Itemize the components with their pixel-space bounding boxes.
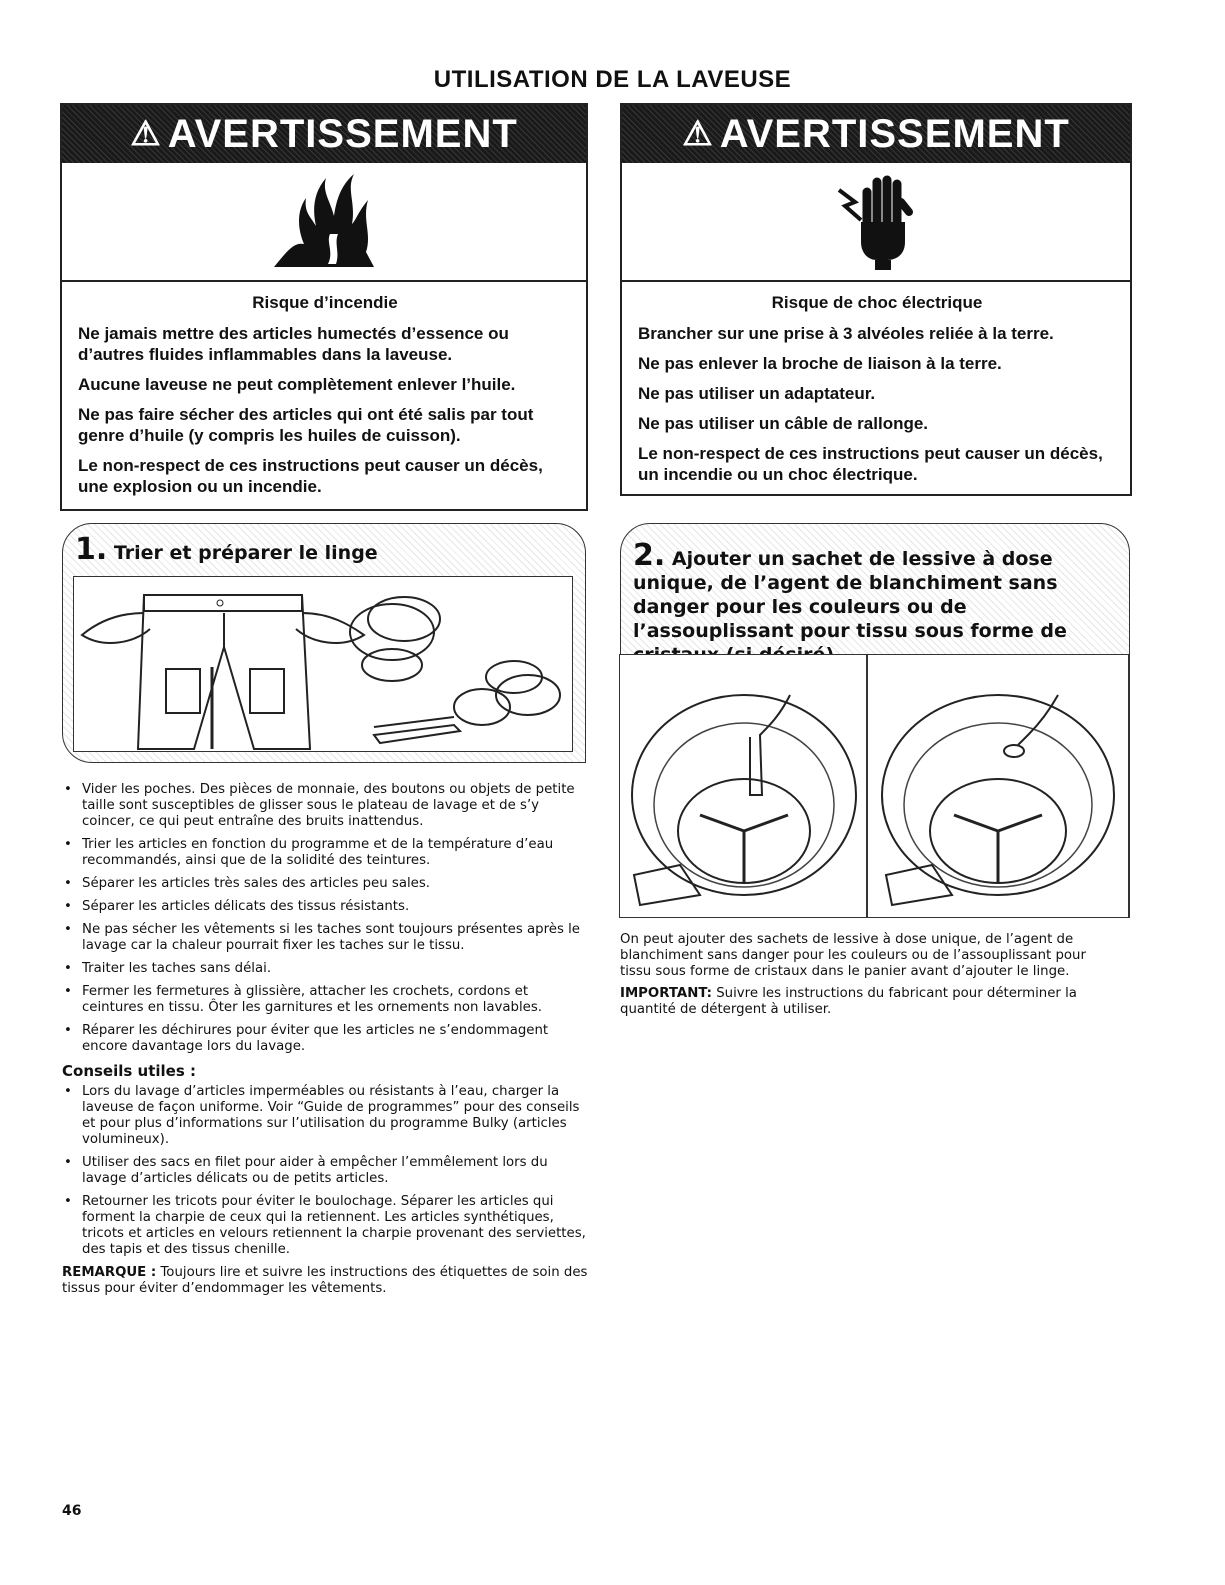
step1-title [75,532,575,567]
shock-icon-area [622,163,1130,282]
list-item: • Séparer les articles très sales des articles peu sales. [62,876,590,892]
step1-illustration [73,576,573,752]
list-item: • Vider les poches. Des pièces de monnaie, des boutons ou objets de petite taille sont susceptibles de glisser sous le plateau de lavage et de s’y coincer, ce qui peut entraîne des bruits inattendus. [62,782,590,830]
list-item: • Réparer les déchirures pour éviter que les articles ne s’endommagent encore davantage lors du lavage. [62,1023,590,1055]
step2-frame [620,523,1130,918]
step2-illustration-right [867,654,1129,918]
page-title: UTILISATION DE LA LAVEUSE [433,66,792,93]
warning-line: Ne pas enlever la broche de liaison à la terre. [638,354,1002,373]
step2-number: 2. [633,538,666,573]
warning-line: Le non-respect de ces instructions peut causer un décès, une explosion ou un incendie. [78,456,543,496]
list-item: • Trier les articles en fonction du programme et de la température d’eau recommandés, ainsi que de la solidité des teintures. [62,837,590,869]
step1-content [62,782,590,1297]
list-item: • Traiter les taches sans délai. [62,961,590,977]
list-item: • Séparer les articles délicats des tissus résistants. [62,899,590,915]
fire-icon-area [62,163,586,282]
warning-line: Le non-respect de ces instructions peut causer un décès, un incendie ou un choc électrique. [638,444,1103,484]
step1-bullet-list [62,782,590,1055]
warning-risk-title: Risque de choc électrique [771,293,983,312]
note-label: REMARQUE : [62,1265,157,1280]
step1-title-text: Trier et préparer le linge [113,542,378,564]
tips-heading: Conseils utiles : [62,1062,196,1080]
tips-list [62,1084,590,1258]
pants-pockets-illustration [74,577,572,751]
electric-shock-icon [831,172,921,272]
fire-warning-box [60,103,588,511]
step2-illustration-left [619,654,867,918]
warning-line: Ne pas utiliser un adaptateur. [638,384,876,403]
list-item: • Ne pas sécher les vêtements si les taches sont toujours présentes après le lavage car la chaleur pourrait fixer les taches sur le tissu. [62,922,590,954]
shock-warning-box [620,103,1132,496]
washer-tub-sachet-illustration [868,655,1128,917]
list-item: • Retourner les tricots pour éviter le boulochage. Séparer les articles qui forment la charpie de ceux qui la retiennent. Les articles synthétiques, tricots et articles en velours retiennent la charpie provenant des serviettes, des tapis et des tissus chenille. [62,1194,590,1258]
note-text: Toujours lire et suivre les instructions des étiquettes de soin des tissus pour éviter d’endommager les vêtements. [62,1265,588,1296]
step1-frame [62,523,586,763]
important-text: Suivre les instructions du fabricant pour déterminer la quantité de détergent à utiliser. [620,986,1077,1017]
step2-paragraph: On peut ajouter des sachets de lessive à dose unique, de l’agent de blanchiment sans danger pour les couleurs ou de l’assouplissant pour tissu sous forme de cristaux dans le panier avant d’ajouter le linge. [620,932,1086,979]
warning-line: Ne pas faire sécher des articles qui ont été salis par tout genre d’huile (y compris les huiles de cuisson). [78,405,534,445]
step1-number: 1. [75,532,108,567]
warning-line: Aucune laveuse ne peut complètement enlever l’huile. [78,375,516,394]
warning-line: Ne jamais mettre des articles humectés d’essence ou d’autres fluides inflammables dans la laveuse. [78,324,509,364]
warning-risk-title: Risque d’incendie [252,293,398,312]
fire-icon [264,172,384,272]
warning-header: ⚠ AVERTISSEMENT [62,105,586,163]
warning-line: Brancher sur une prise à 3 alvéoles reliée à la terre. [638,324,1054,343]
warning-triangle-icon: ⚠ [682,115,714,153]
warning-header: ⚠ AVERTISSEMENT [622,105,1130,163]
warning-triangle-icon: ⚠ [130,115,162,153]
step2-content [620,932,1100,1018]
list-item: • Lors du lavage d’articles imperméables ou résistants à l’eau, charger la laveuse de façon uniforme. Voir “Guide de programmes” pour des conseils et pour plus d’informations sur l’utilisation du programme Bulky (articles volumineux). [62,1084,590,1148]
important-paragraph [620,986,1100,1018]
note-paragraph [62,1265,590,1297]
step2-title-text: Ajouter un sachet de lessive à dose unique, de l’agent de blanchiment sans danger pour les couleurs ou de l’assouplissant pour tissu sous forme de [633,548,1067,642]
warning-line: Ne pas utiliser un câble de rallonge. [638,414,929,433]
step2-title [633,538,1123,667]
washer-tub-pouring-illustration [620,655,866,917]
important-label: IMPORTANT: [620,986,712,1001]
list-item: • Fermer les fermetures à glissière, attacher les crochets, cordons et ceintures en tissu. Ôter les garnitures et les ornements non lavables. [62,984,590,1016]
list-item: • Utiliser des sacs en filet pour aider à empêcher l’emmêlement lors du lavage d’articles délicats ou de petits articles. [62,1155,590,1187]
page-number: 46 [62,1503,82,1519]
